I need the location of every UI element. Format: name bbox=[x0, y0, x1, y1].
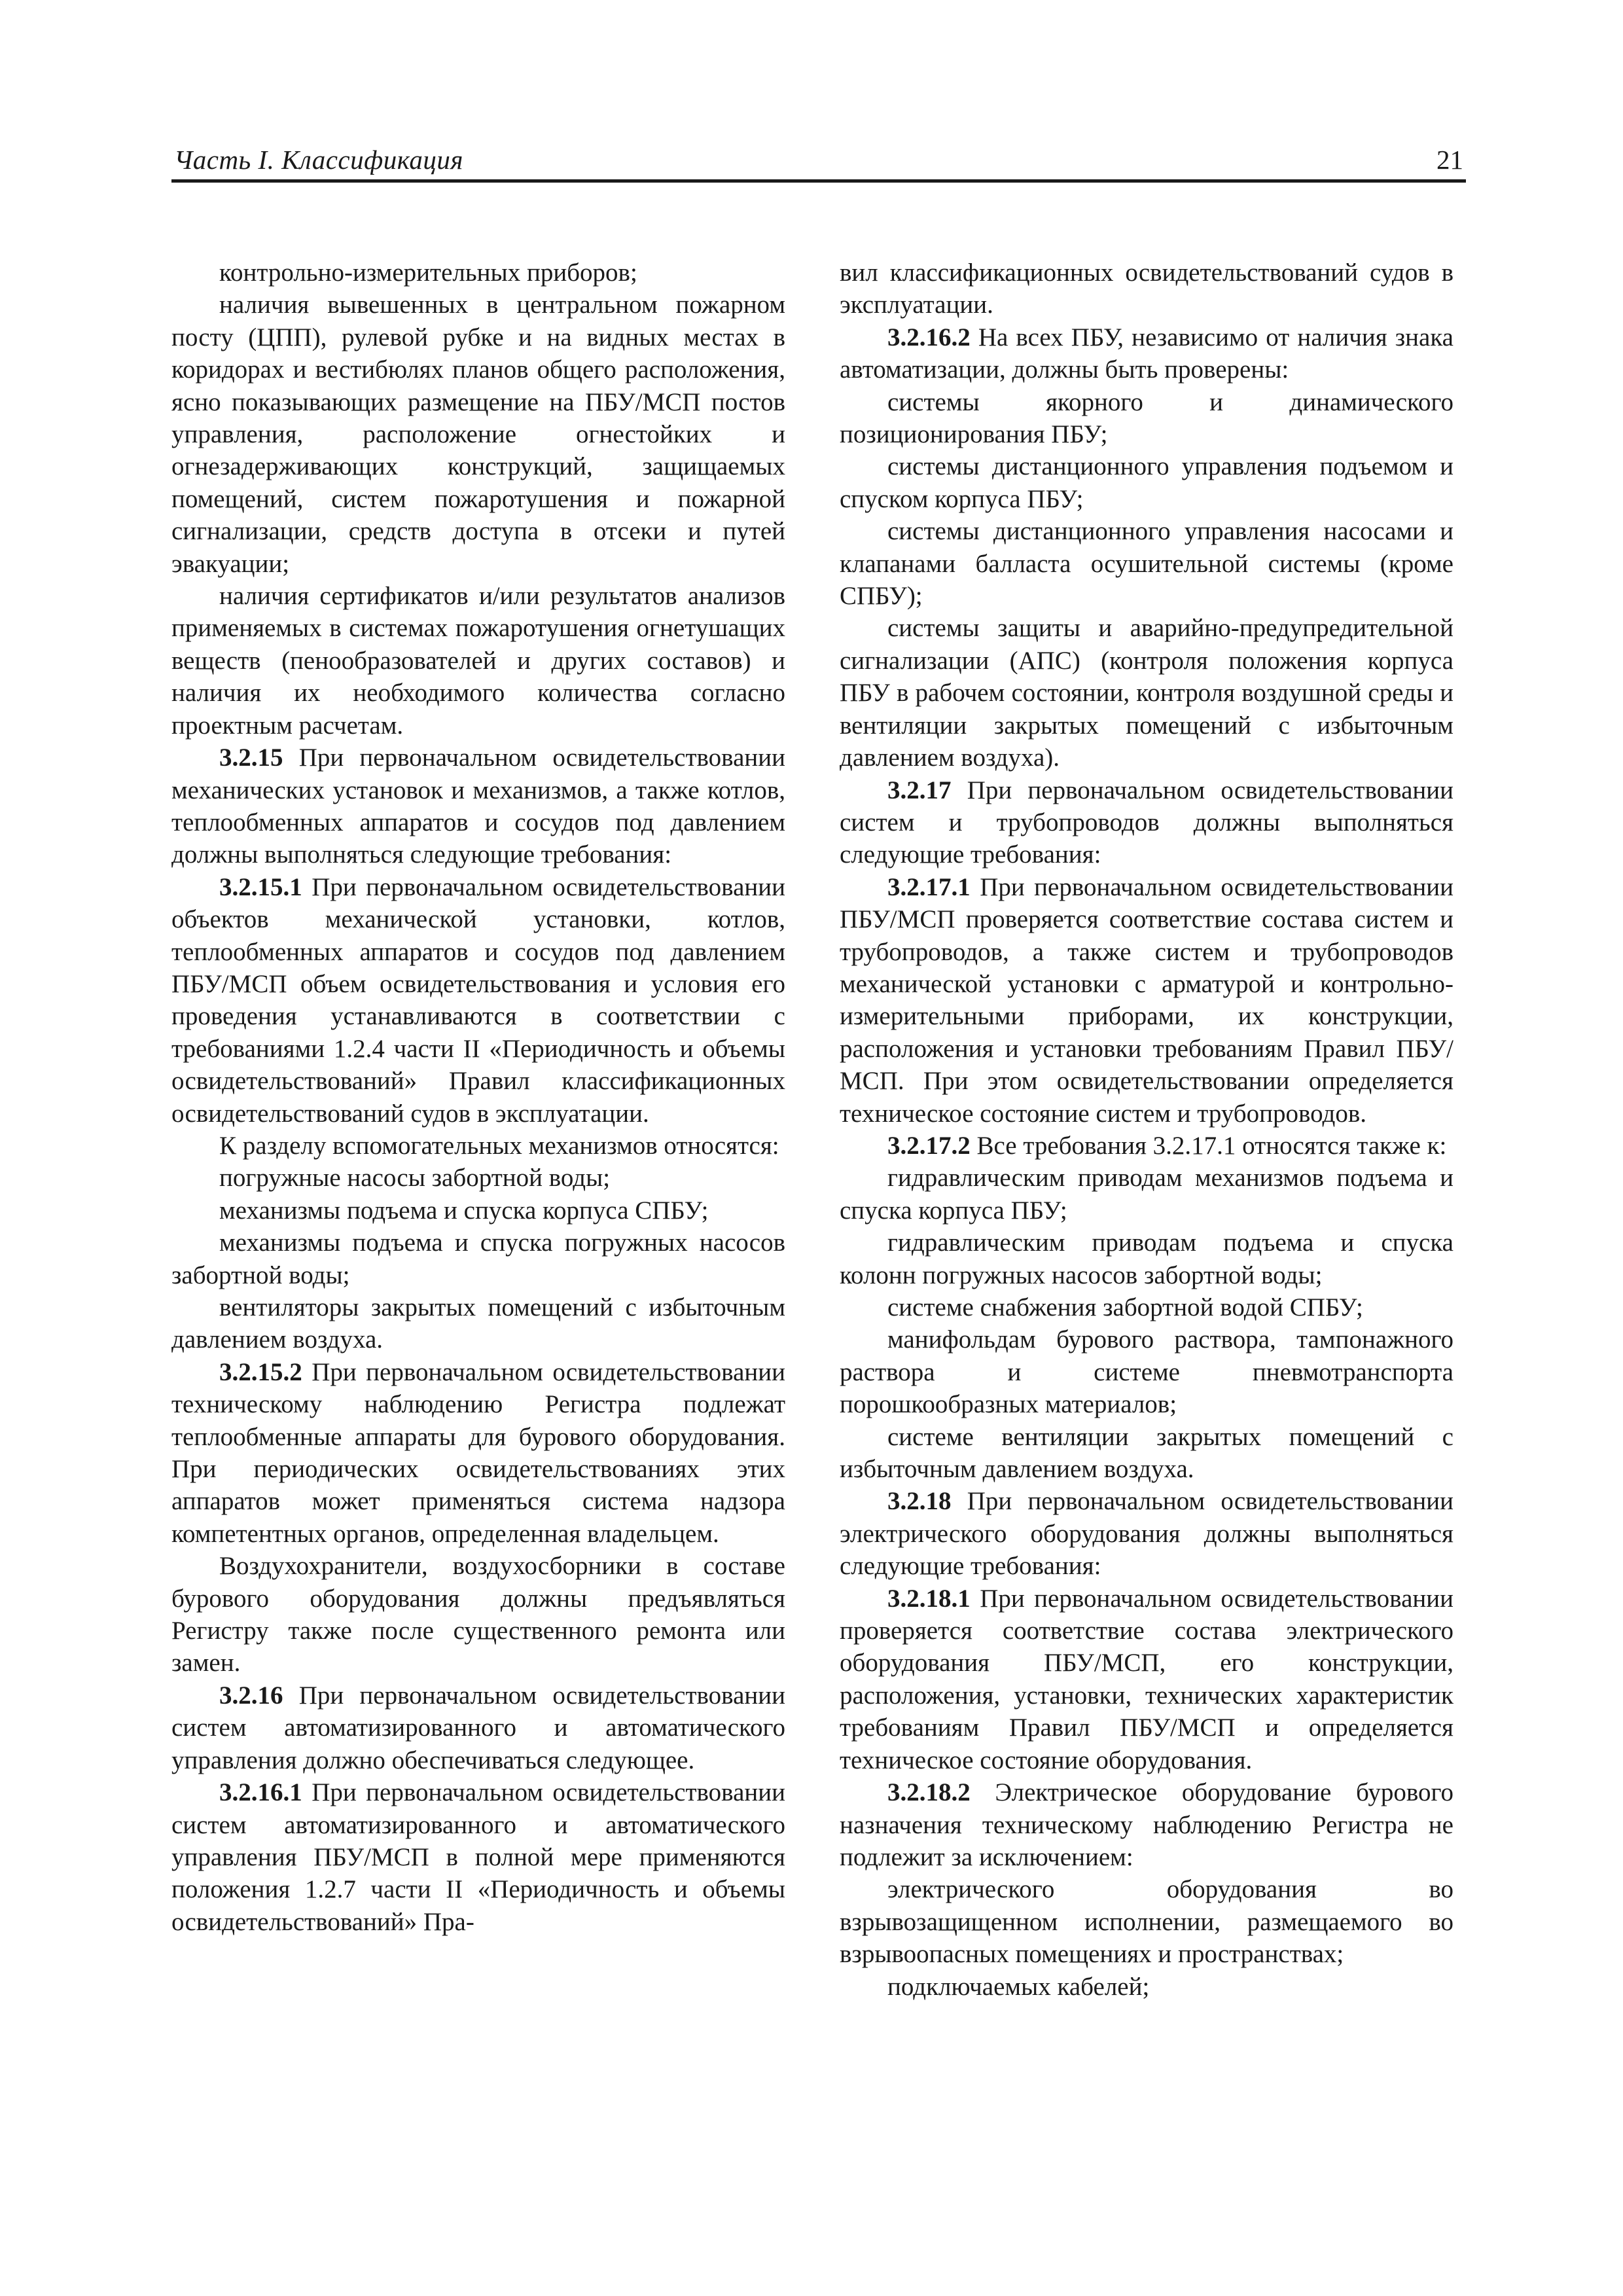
paragraph-text: Электрическое оборудование бурового назначения техническому наблюдению Регистра не подлежит за исключением: bbox=[840, 1778, 1454, 1871]
left-column bbox=[171, 257, 785, 1938]
clause-paragraph bbox=[840, 1583, 1454, 1776]
clause-paragraph bbox=[171, 742, 785, 871]
paragraph-text: электрического оборудования во взрывозащищенном исполнении, размещаемого во взрывоопасных помещениях и пространствах; bbox=[840, 1875, 1454, 1969]
paragraph bbox=[840, 450, 1454, 515]
paragraph-text: вил классификационных освидетельствований судов в эксплуатации. bbox=[840, 259, 1454, 319]
paragraph-text: Все требования 3.2.17.1 относятся также к: bbox=[976, 1131, 1447, 1160]
paragraph-text: При первоначальном освидетельствовании техническому наблюдению Регистра подлежат теплообменные аппараты для бурового оборудования. При периодических освидетельствованиях этих аппаратов может применяться система надзора компетентных органов, определенная владельцем. bbox=[171, 1357, 785, 1548]
paragraph bbox=[171, 1227, 785, 1291]
paragraph-text: При первоначальном освидетельствовании проверяется соответствие состава электрического оборудования ПБУ/МСП, его конструкции, расположения, установки, технических характеристик требованиям Правил ПБУ/МСП и определяется техническое состояние оборудования. bbox=[840, 1584, 1454, 1774]
paragraph bbox=[840, 1227, 1454, 1291]
paragraph bbox=[840, 1873, 1454, 1970]
clause-number: 3.2.18 bbox=[887, 1487, 952, 1516]
paragraph-text: погружные насосы забортной воды; bbox=[219, 1164, 611, 1193]
continued-paragraph bbox=[840, 257, 1454, 321]
paragraph-text: гидравлическим приводам механизмов подъема и спуска корпуса ПБУ; bbox=[840, 1164, 1454, 1225]
clause-number: 3.2.16.1 bbox=[219, 1778, 302, 1807]
paragraph bbox=[171, 580, 785, 742]
paragraph-text: системы дистанционного управления насосами и клапанами балласта осушительной системы (кроме СПБУ); bbox=[840, 517, 1454, 611]
paragraph bbox=[840, 1971, 1454, 2003]
paragraph-text: системы якорного и динамического позиционирования ПБУ; bbox=[840, 387, 1454, 449]
paragraph-text: При первоначальном освидетельствовании систем и трубопроводов должны выполняться следующие требования: bbox=[840, 776, 1454, 869]
clause-number: 3.2.17.1 bbox=[887, 872, 971, 901]
paragraph-text: При первоначальном освидетельствовании механических установок и механизмов, а также котлов, теплообменных аппаратов и сосудов под давлением должны выполняться следующие требования: bbox=[171, 744, 785, 869]
paragraph-text: манифольдам бурового раствора, тампонажного раствора и системе пневмотранспорта порошкообразных материалов; bbox=[840, 1325, 1454, 1419]
paragraph bbox=[171, 257, 785, 289]
paragraph-text: механизмы подъема и спуска корпуса СПБУ; bbox=[219, 1196, 709, 1225]
paragraph-text: наличия сертификатов и/или результатов анализов применяемых в системах пожаротушения огнетушащих веществ (пенообразователей и других составов) и наличия их необходимого количества согласно проектным расчетам. bbox=[171, 582, 785, 740]
paragraph-text: При первоначальном освидетельствовании систем автоматизированного и автоматического управления должно обеспечиваться следующее. bbox=[171, 1681, 785, 1774]
paragraph bbox=[840, 612, 1454, 774]
paragraph bbox=[840, 386, 1454, 451]
clause-paragraph bbox=[840, 774, 1454, 871]
clause-paragraph bbox=[840, 871, 1454, 1130]
paragraph-text: К разделу вспомогательных механизмов относятся: bbox=[219, 1131, 779, 1160]
running-title: Часть I. Классификация bbox=[174, 145, 463, 175]
paragraph bbox=[171, 289, 785, 580]
paragraph bbox=[171, 1550, 785, 1679]
paragraph-text: При первоначальном освидетельствовании систем автоматизированного и автоматического управления ПБУ/МСП в полной мере применяются положения 1.2.7 части II «Периодичность и объемы освидетельствований» Пра- bbox=[171, 1778, 785, 1936]
clause-paragraph bbox=[840, 1485, 1454, 1582]
paragraph-text: системы дистанционного управления подъемом и спуском корпуса ПБУ; bbox=[840, 452, 1454, 513]
paragraph-text: При первоначальном освидетельствовании объектов механической установки, котлов, теплообменных аппаратов и сосудов под давлением ПБУ/МСП объем освидетельствования и условия его проведения устанавливаются в соответствии с требованиями 1.2.4 части II «Периодичность и объемы освидетельствований» Правил классификационных освидетельствований судов в эксплуатации. bbox=[171, 872, 785, 1128]
page-number: 21 bbox=[1436, 145, 1463, 175]
paragraph-text: гидравлическим приводам подъема и спуска колонн погружных насосов забортной воды; bbox=[840, 1229, 1454, 1289]
paragraph-text: наличия вывешенных в центральном пожарном посту (ЦПП), рулевой рубке и на видных местах в коридорах и вестибюлях планов общего расположения, ясно показывающих размещение на ПБУ/МСП постов управления, расположение огнестойких и огнезадерживающих конструкций, защищаемых помещений, систем пожаротушения и пожарной сигнализации, средств доступа в отсеки и путей эвакуации; bbox=[171, 291, 785, 578]
paragraph-text: механизмы подъема и спуска погружных насосов забортной воды; bbox=[171, 1229, 785, 1289]
clause-number: 3.2.17.2 bbox=[887, 1131, 971, 1160]
paragraph bbox=[840, 1162, 1454, 1227]
clause-paragraph bbox=[171, 1356, 785, 1550]
clause-paragraph bbox=[171, 1679, 785, 1776]
clause-number: 3.2.16 bbox=[219, 1681, 283, 1710]
paragraph-text: системе снабжения забортной водой СПБУ; bbox=[887, 1293, 1363, 1321]
clause-number: 3.2.15 bbox=[219, 744, 283, 772]
clause-paragraph bbox=[171, 871, 785, 1130]
clause-number: 3.2.15.1 bbox=[219, 872, 302, 901]
paragraph bbox=[171, 1194, 785, 1227]
clause-number: 3.2.15.2 bbox=[219, 1357, 302, 1386]
paragraph bbox=[171, 1130, 785, 1162]
paragraph-text: системе вентиляции закрытых помещений с избыточным давлением воздуха. bbox=[840, 1422, 1454, 1484]
paragraph bbox=[840, 515, 1454, 612]
paragraph bbox=[171, 1291, 785, 1356]
clause-number: 3.2.18.2 bbox=[887, 1778, 971, 1807]
clause-number: 3.2.16.2 bbox=[887, 323, 971, 351]
clause-number: 3.2.17 bbox=[887, 776, 952, 804]
paragraph-text: подключаемых кабелей; bbox=[887, 1972, 1150, 2001]
clause-paragraph bbox=[840, 1776, 1454, 1873]
paragraph bbox=[840, 1323, 1454, 1420]
paragraph bbox=[840, 1291, 1454, 1323]
clause-number: 3.2.18.1 bbox=[887, 1584, 971, 1613]
clause-paragraph bbox=[840, 1130, 1454, 1162]
page-header bbox=[171, 145, 1466, 183]
paragraph-text: Воздухохранители, воздухосборники в составе бурового оборудования должны предъявляться Регистру также после существенного ремонта или замен. bbox=[171, 1552, 785, 1677]
clause-paragraph bbox=[171, 1776, 785, 1938]
clause-paragraph bbox=[840, 321, 1454, 386]
right-column bbox=[840, 257, 1454, 2003]
paragraph-text: системы защиты и аварийно-предупредительной сигнализации (АПС) (контроля положения корпуса ПБУ в рабочем состоянии, контроля воздушной среды и вентиляции закрытых помещений с избыточным давлением воздуха). bbox=[840, 614, 1454, 772]
paragraph-text: При первоначальном освидетельствовании ПБУ/МСП проверяется соответствие состава систем и трубопроводов, а также систем и трубопроводов механической установки с арматурой и контрольно-измерительными приборами, их конструкции, расположения и установки требованиям Правил ПБУ/МСП. При этом освидетельствовании определяется техническое состояние систем и трубопроводов. bbox=[840, 872, 1454, 1128]
paragraph bbox=[840, 1421, 1454, 1486]
paragraph-text: контрольно-измерительных приборов; bbox=[219, 259, 637, 287]
paragraph bbox=[171, 1162, 785, 1194]
paragraph-text: На всех ПБУ, независимо от наличия знака автоматизации, должны быть проверены: bbox=[840, 323, 1454, 384]
paragraph-text: вентиляторы закрытых помещений с избыточным давлением воздуха. bbox=[171, 1293, 785, 1354]
paragraph-text: При первоначальном освидетельствовании электрического оборудования должны выполняться следующие требования: bbox=[840, 1487, 1454, 1581]
